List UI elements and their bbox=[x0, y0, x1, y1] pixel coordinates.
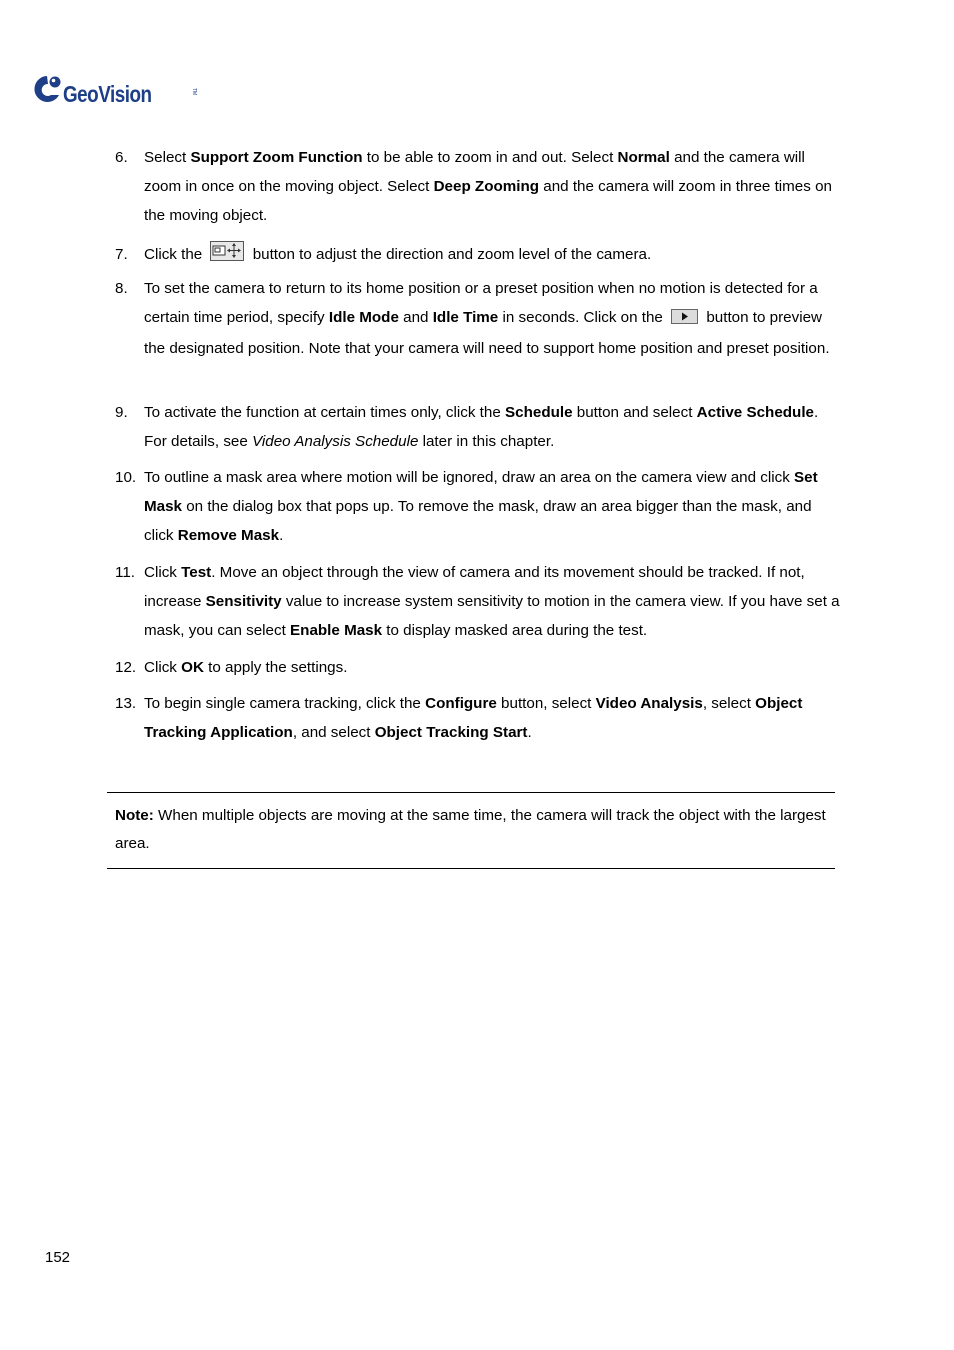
step-number: 6. bbox=[115, 149, 128, 166]
play-preview-button-icon bbox=[671, 305, 698, 334]
step-text bbox=[144, 398, 844, 456]
step-text-run: button and select bbox=[572, 404, 697, 421]
step-text bbox=[144, 463, 844, 550]
note-text bbox=[115, 802, 827, 858]
step-text bbox=[144, 689, 844, 747]
geovision-logo-mark-icon bbox=[31, 73, 65, 109]
step-text-run: Select bbox=[144, 149, 191, 166]
step-text-run: and the camera will zoom in three times on the moving object. bbox=[144, 178, 832, 224]
step-number: 10. bbox=[115, 469, 137, 486]
step-text-run: To activate the function at certain times only, click the bbox=[144, 404, 506, 421]
step-text-run: in seconds. Click on the bbox=[498, 309, 668, 326]
step-text-run: and bbox=[398, 309, 433, 326]
step-text-run: . For details, see bbox=[144, 404, 819, 450]
step-text bbox=[144, 240, 844, 271]
ptz-direction-zoom-button-icon bbox=[210, 241, 244, 271]
step-text bbox=[144, 558, 844, 645]
ui-term: Configure bbox=[425, 695, 497, 712]
ui-term: Deep Zooming bbox=[433, 178, 540, 195]
ui-term: OK bbox=[181, 659, 204, 676]
step-text-run: button, select bbox=[496, 695, 596, 712]
step-text-run: and the camera will zoom in once on the moving object. Select bbox=[144, 149, 805, 195]
ui-term: Set Mask bbox=[144, 469, 818, 515]
step-text-run: to display masked area during the test. bbox=[382, 622, 648, 639]
step-text bbox=[144, 274, 844, 363]
note-box bbox=[107, 792, 835, 869]
ui-term: Video Analysis bbox=[595, 695, 703, 712]
ui-term: Support Zoom Function bbox=[190, 149, 363, 166]
step-text-run: To outline a mask area where motion will be ignored, draw an area on the camera view and click bbox=[144, 469, 795, 486]
ui-term: Normal bbox=[617, 149, 670, 166]
page-number: 152 bbox=[45, 1249, 71, 1266]
step-text-run: later in this chapter. bbox=[418, 433, 555, 450]
ui-term: Idle Time bbox=[432, 309, 499, 326]
step-text-run: on the dialog box that pops up. To remove the mask, draw an area bigger than the mask, and click bbox=[144, 498, 812, 544]
step-text-run: button to adjust the direction and zoom level of the camera. bbox=[248, 246, 652, 263]
step-text-run: Click the bbox=[144, 246, 207, 263]
step-text-run: To set the camera to return to its home position or a preset position when no motion is detected for a certain time period, specify bbox=[144, 280, 818, 326]
ui-term: Enable Mask bbox=[290, 622, 383, 639]
ui-term: Object Tracking Start bbox=[374, 724, 528, 741]
logo-trademark: TM bbox=[191, 88, 197, 96]
step-text-run: to be able to zoom in and out. Select bbox=[362, 149, 618, 166]
step-number: 7. bbox=[115, 246, 128, 263]
geovision-logo bbox=[31, 73, 197, 109]
step-number: 8. bbox=[115, 280, 128, 297]
ui-term: Active Schedule bbox=[696, 404, 814, 421]
step-number: 12. bbox=[115, 659, 137, 676]
note-label: Note: bbox=[115, 807, 154, 824]
step-text-run: value to increase system sensitivity to motion in the camera view. If you have set a mask, you can select bbox=[144, 593, 840, 639]
step-text-run: , select bbox=[702, 695, 756, 712]
step-text-run: Click bbox=[144, 564, 182, 581]
step-text-run: To begin single camera tracking, click the bbox=[144, 695, 426, 712]
ui-term: Sensitivity bbox=[205, 593, 282, 610]
step-text-run: to apply the settings. bbox=[203, 659, 348, 676]
ui-term: Schedule bbox=[505, 404, 573, 421]
step-text-run: . bbox=[527, 724, 532, 741]
step-text-run: . bbox=[279, 527, 284, 544]
logo-text: GeoVision bbox=[63, 81, 152, 107]
step-number: 11. bbox=[115, 564, 135, 581]
step-number: 9. bbox=[115, 404, 128, 421]
ui-term: Object Tracking Application bbox=[144, 695, 803, 741]
step-text-run: button to preview the designated position. Note that your camera will need to support home position and preset position. bbox=[144, 309, 830, 357]
step-text-run: , and select bbox=[292, 724, 375, 741]
step-text-run: Click bbox=[144, 659, 182, 676]
step-text-run: . Move an object through the view of camera and its movement should be tracked. If not, increase bbox=[144, 564, 805, 610]
step-text bbox=[144, 653, 844, 682]
ui-term: Test bbox=[181, 564, 212, 581]
cross-reference: Video Analysis Schedule bbox=[252, 433, 419, 450]
ui-term: Idle Mode bbox=[328, 309, 399, 326]
note-body: When multiple objects are moving at the same time, the camera will track the object with the largest area. bbox=[115, 807, 826, 852]
step-number: 13. bbox=[115, 695, 137, 712]
ui-term: Remove Mask bbox=[177, 527, 280, 544]
step-text bbox=[144, 143, 844, 230]
